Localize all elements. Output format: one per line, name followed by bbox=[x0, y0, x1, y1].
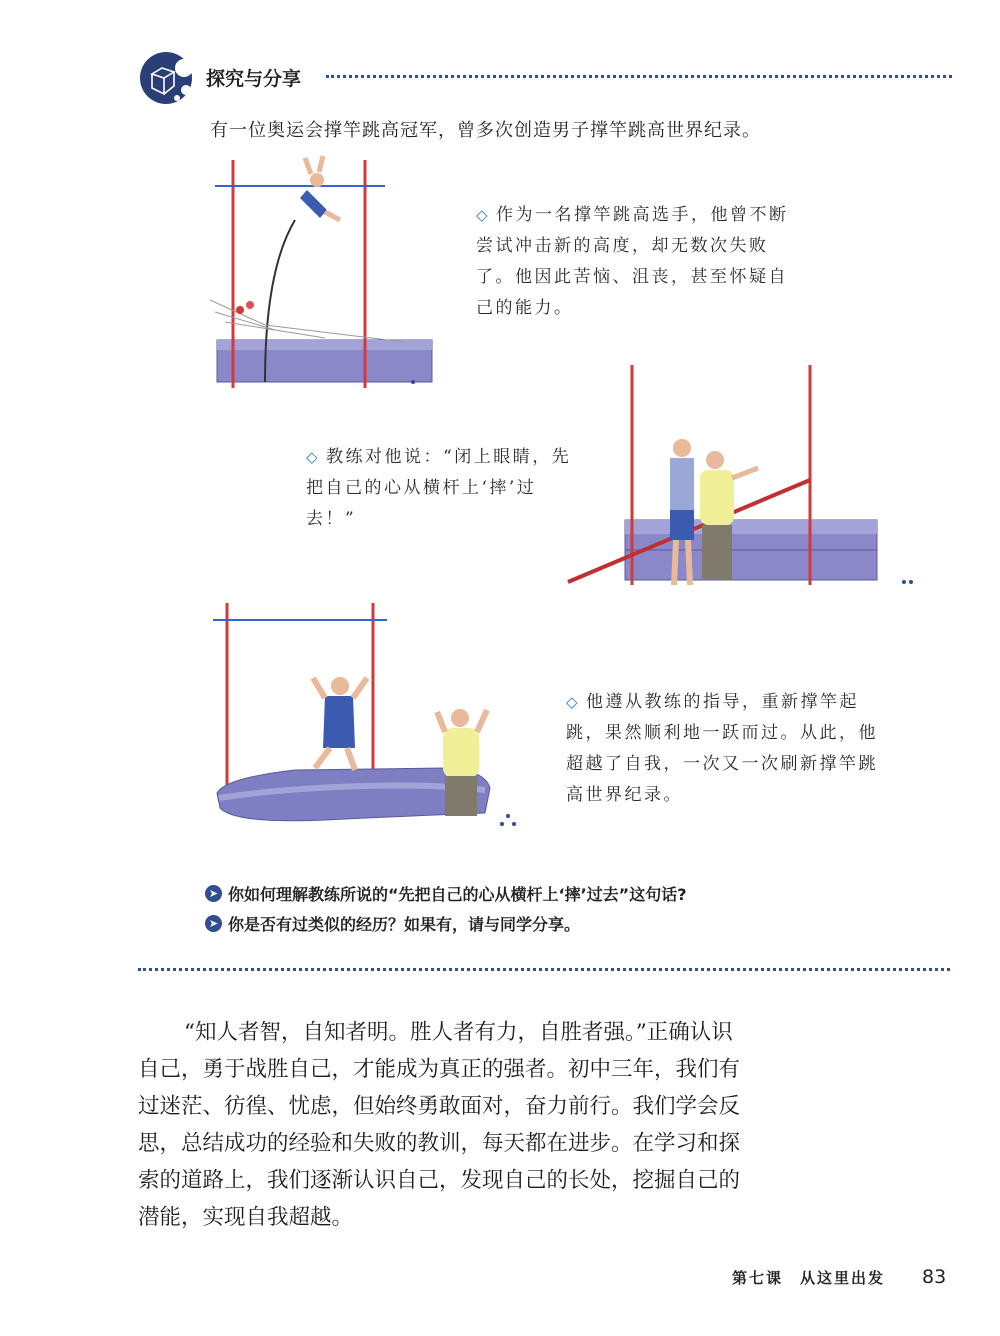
footer-lesson-title: 第七课 从这里出发 bbox=[732, 1269, 886, 1287]
question-2 bbox=[205, 912, 580, 935]
caption-1 bbox=[476, 200, 806, 324]
section-divider bbox=[138, 968, 950, 971]
illustration-success bbox=[205, 598, 525, 838]
arrow-bullet-icon: ➤ bbox=[205, 885, 222, 902]
arrow-bullet-icon: ➤ bbox=[205, 915, 222, 932]
caption-2 bbox=[306, 442, 576, 535]
illustration-pole-vault-fail bbox=[205, 150, 445, 390]
section-logo-icon bbox=[140, 50, 196, 106]
question-2-text: 你是否有过类似的经历？如果有，请与同学分享。 bbox=[228, 915, 581, 934]
question-1 bbox=[205, 882, 686, 905]
intro-text: 有一位奥运会撑竿跳高冠军，曾多次创造男子撑竿跳高世界纪录。 bbox=[210, 120, 761, 141]
caption-3-text: 他遵从教练的指导，重新撑竿起跳，果然顺利地一跃而过。从此，他超越了自我，一次又一次刷新撑竿跳高世界纪录。 bbox=[566, 692, 878, 805]
header-divider bbox=[326, 75, 952, 78]
question-1-text: 你如何理解教练所说的“先把自己的心从横杆上‘摔’过去”这句话? bbox=[228, 885, 687, 904]
caption-2-text: 教练对他说：“闭上眼睛，先把自己的心从横杆上‘摔’过去！” bbox=[306, 447, 572, 529]
page-number: 83 bbox=[922, 1266, 947, 1288]
caption-3 bbox=[566, 687, 896, 811]
diamond-bullet-icon: ◇ bbox=[306, 448, 321, 466]
caption-1-text: 作为一名撑竿跳高选手，他曾不断尝试冲击新的高度，却无数次失败了。他因此苦恼、沮丧，甚至怀疑自己的能力。 bbox=[476, 205, 789, 318]
illustration-coach-talk bbox=[560, 360, 920, 595]
diamond-bullet-icon: ◇ bbox=[566, 693, 581, 711]
diamond-bullet-icon: ◇ bbox=[476, 206, 491, 224]
body-paragraph: “知人者智，自知者明。胜人者有力，自胜者强。”正确认识自己，勇于战胜自己，才能成为真正的强者。初中三年，我们有过迷茫、彷徨、忧虑，但始终勇敢面对，奋力前行。我们学会反思，总结成功的经验和失败的教训，每天都在进步。在学习和探索的道路上，我们逐渐认识自己，发现自己的长处，挖掘自己的潜能，实现自我超越。 bbox=[138, 1020, 741, 1230]
section-title: 探究与分享 bbox=[206, 68, 302, 90]
